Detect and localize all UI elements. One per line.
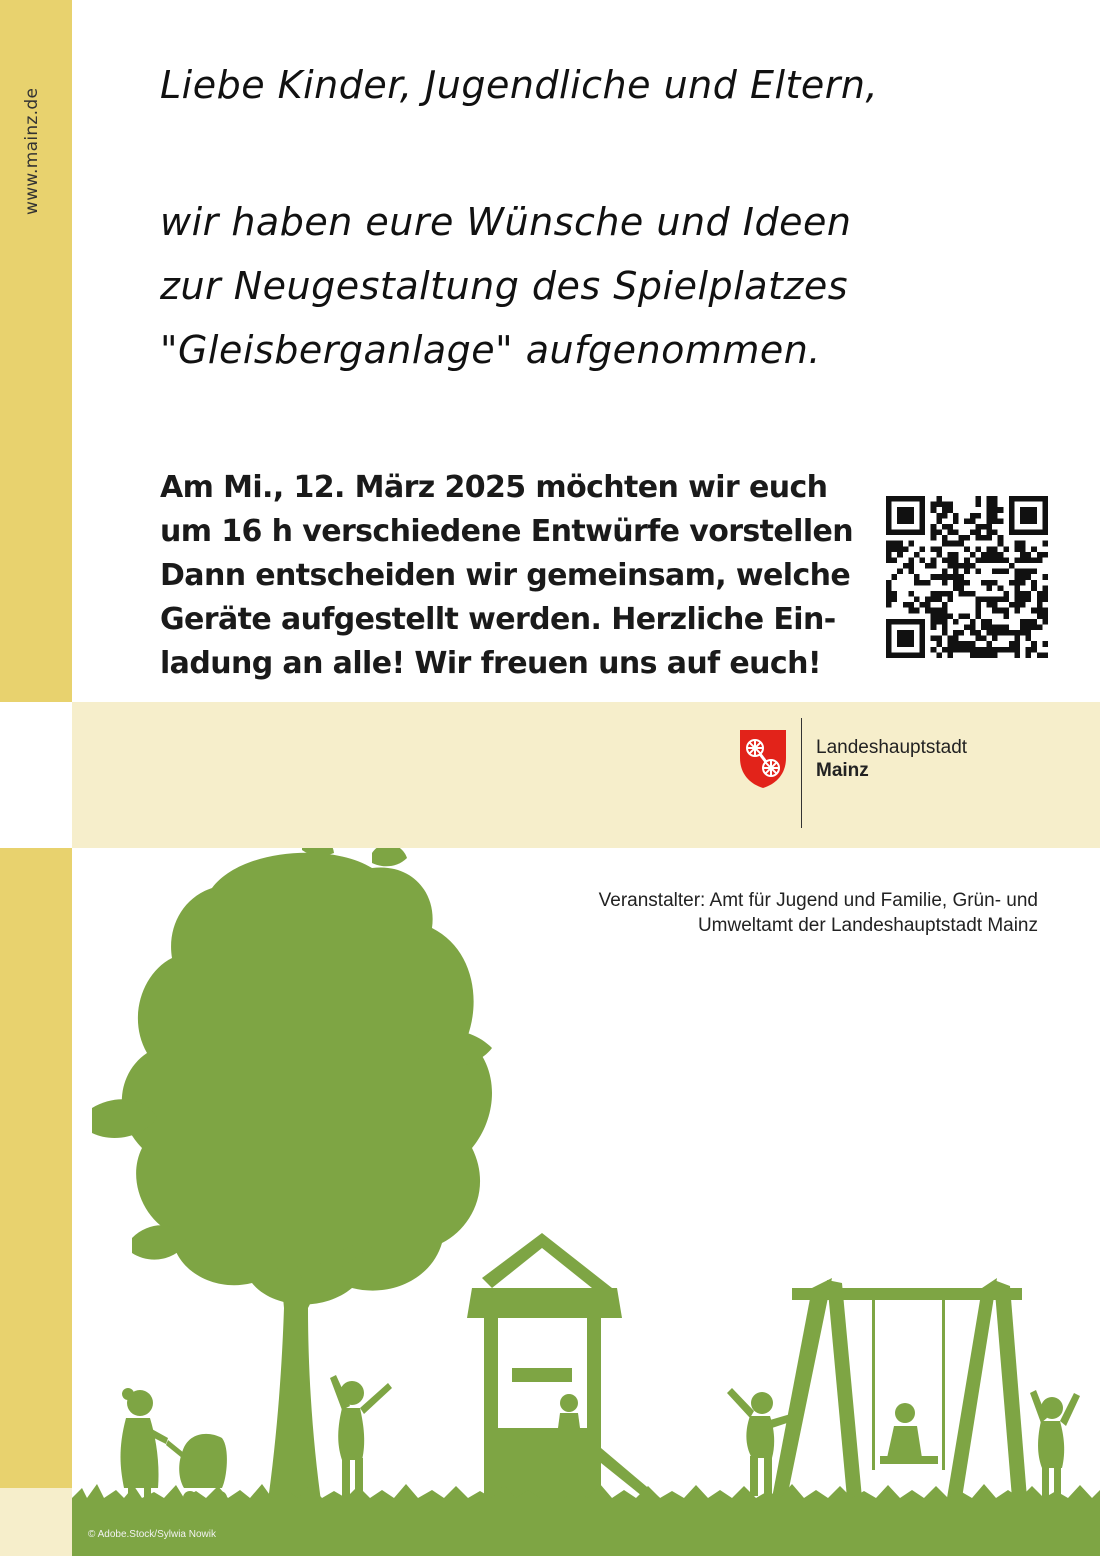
- organizer-info: [599, 888, 1038, 938]
- event-line: um 16 h verschiedene Entwürfe vorstellen: [160, 514, 854, 549]
- logo-city-name: Mainz: [816, 760, 869, 781]
- side-strip-foot: [0, 1488, 72, 1556]
- side-url: www.mainz.de: [22, 87, 42, 215]
- child-cheering-right: [1030, 1390, 1080, 1502]
- event-line: Geräte aufgestellt werden. Herzliche Ein-: [160, 602, 836, 637]
- logo-band: [72, 702, 1100, 848]
- organizer-line: Veranstalter: Amt für Jugend und Familie, Grün- und: [598, 890, 1038, 911]
- mainz-coat-of-arms-icon: [738, 728, 788, 790]
- child-cheering: [330, 1375, 392, 1503]
- side-strip-bottom: [0, 848, 72, 1488]
- event-announcement: [160, 466, 853, 686]
- logo-city-label: Landeshauptstadt: [816, 737, 968, 758]
- logo-divider: [801, 718, 802, 828]
- intro-line: zur Neugestaltung des Spielplatzes: [160, 264, 849, 308]
- qr-code-icon[interactable]: [886, 496, 1048, 658]
- intro-line: wir haben eure Wünsche und Ideen: [160, 200, 852, 244]
- event-line: ladung an alle! Wir freuen uns auf euch!: [160, 646, 821, 681]
- intro-text: [160, 190, 851, 382]
- photo-credit: © Adobe.Stock/Sylwia Nowik: [88, 1529, 216, 1540]
- swing-set: [772, 1278, 1027, 1498]
- intro-line: "Gleisberganlage" aufgenommen.: [160, 328, 821, 372]
- event-line: Dann entscheiden wir gemeinsam, welche: [160, 558, 851, 593]
- tree-canopy: [92, 848, 492, 1304]
- play-tower: [467, 1233, 672, 1508]
- organizer-line: Umweltamt der Landeshauptstadt Mainz: [697, 915, 1038, 936]
- greeting-heading: Liebe Kinder, Jugendliche und Eltern,: [160, 63, 879, 107]
- event-line: Am Mi., 12. März 2025 möchten wir euch: [160, 470, 828, 505]
- playground-silhouette-illustration: [72, 848, 1100, 1556]
